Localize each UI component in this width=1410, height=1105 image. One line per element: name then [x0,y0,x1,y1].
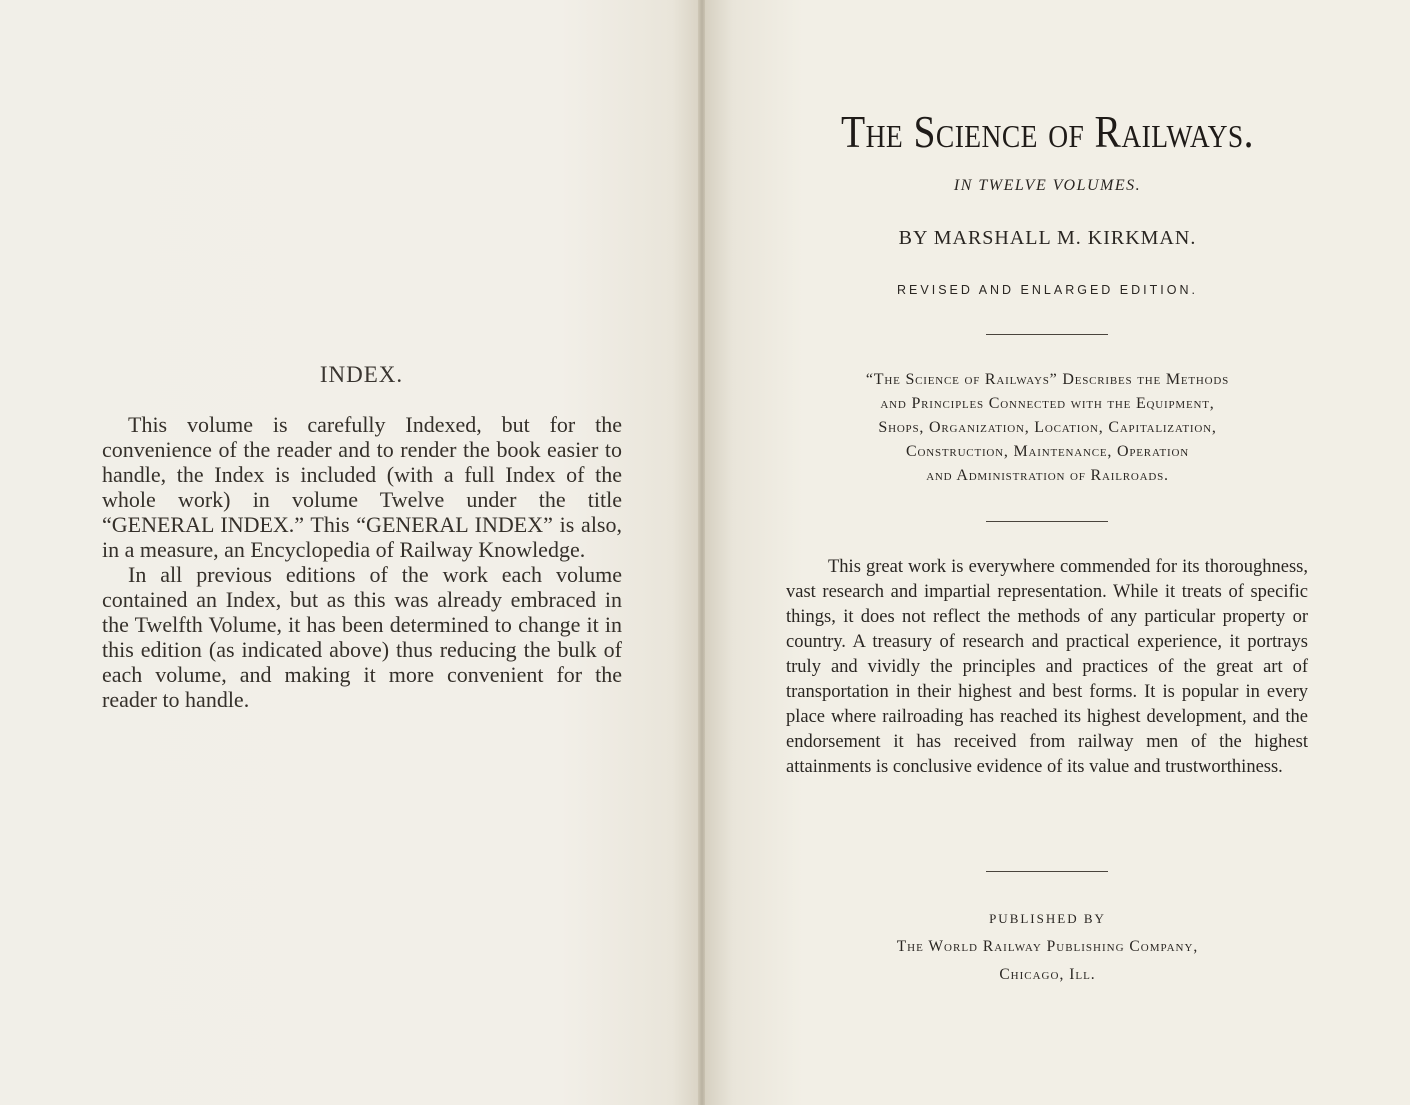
description-line: Construction, Maintenance, Operation [906,443,1189,460]
publisher-name: The World Railway Publishing Company, [896,938,1199,955]
divider-rule [986,334,1108,335]
description-line: Shops, Organization, Location, Capitalization, [878,419,1217,436]
book-title: The Science of Railways. [841,106,1254,157]
description-line: “The Science of Railways” Describes the Methods [865,371,1230,388]
book-description [785,368,1310,488]
description-line: and Administration of Railroads. [926,467,1169,484]
index-note [102,412,622,712]
edition-note: REVISED AND ENLARGED EDITION. [897,283,1198,297]
index-paragraph-2: In all previous editions of the work each volume contained an Index, but as this was already embraced in the Twelfth Volume, it has been determined to change it in this edition (as indicated above) thus reducing the bulk of each volume, and making it more convenient for the reader to handle. [102,562,622,712]
divider-rule [986,871,1108,872]
index-heading: INDEX. [319,362,404,387]
publisher-place: Chicago, Ill. [999,966,1096,983]
publisher-label: PUBLISHED BY [989,911,1106,926]
description-line: and Principles Connected with the Equipment, [880,395,1215,412]
left-page [0,0,700,1105]
commendation-text [786,555,1308,780]
divider-rule [986,521,1108,522]
book-author: BY MARSHALL M. KIRKMAN. [898,227,1197,249]
book-subtitle: IN TWELVE VOLUMES. [953,177,1142,194]
publisher-block [780,908,1315,989]
commendation-paragraph: This great work is everywhere commended for its thoroughness, vast research and impartial representation. While it treats of specific things, it does not reflect the methods of any particular property or country. A treasury of research and practical experience, it portrays truly and vividly the principles and practices of the great art of transportation in their highest and best forms. It is popular in every place where railroading has reached its highest development, and the endorsement it has received from railway men of the highest attainments is conclusive evidence of its value and trustworthiness. [786,557,1308,777]
index-paragraph-1: This volume is carefully Indexed, but for the convenience of the reader and to render the book easier to handle, the Index is included (with a full Index of the whole work) in volume Twelve under the title “GENERAL INDEX.” This “GENERAL INDEX” is also, in a measure, an Encyclopedia of Railway Knowledge. [102,412,622,562]
